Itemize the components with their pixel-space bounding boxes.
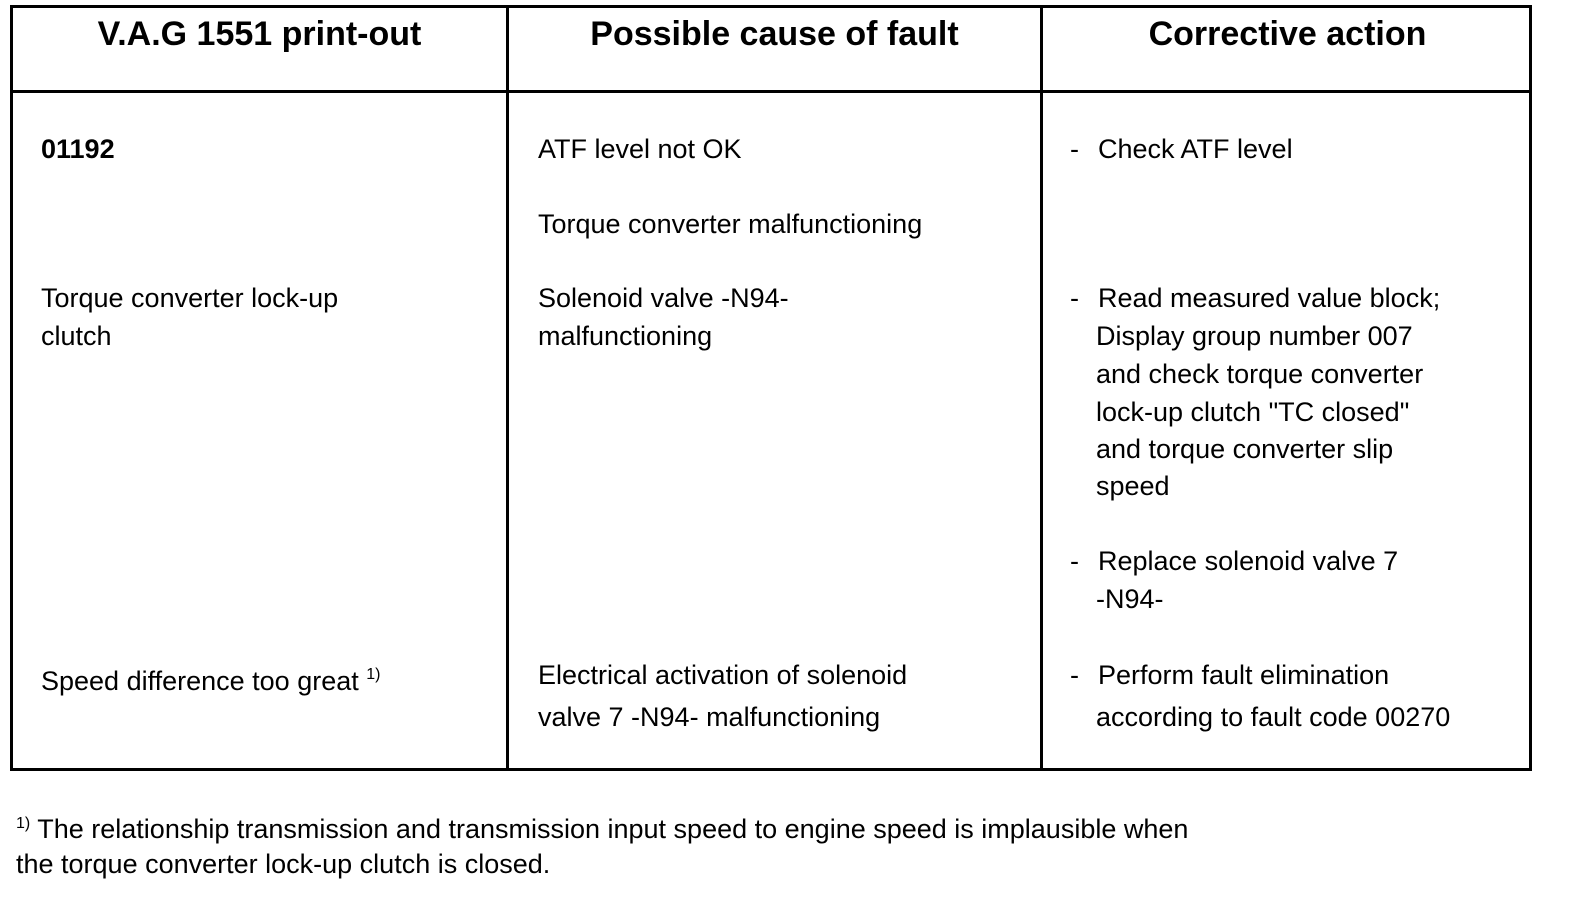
action-read-line6: speed [1096, 471, 1170, 501]
footnote [16, 812, 1188, 882]
action-read-line3: and check torque converter [1096, 359, 1424, 389]
header-printout: V.A.G 1551 print-out [97, 15, 422, 53]
action-read-line5: and torque converter slip [1096, 434, 1394, 464]
footnote-marker: 1) [16, 815, 31, 832]
printout-speed-difference [41, 662, 381, 700]
footnote-ref: 1) [366, 666, 381, 683]
header-divider [13, 90, 1529, 93]
action-read-line4: lock-up clutch "TC closed" [1096, 397, 1410, 427]
printout-lockup-line1: Torque converter lock-up [41, 283, 339, 313]
cause-electrical-line2: valve 7 -N94- malfunctioning [538, 702, 881, 732]
bullet-dash: - [1070, 546, 1079, 576]
header-corrective-action: Corrective action [1148, 15, 1427, 53]
printout-speed-text: Speed difference too great [41, 666, 359, 696]
column-divider-1 [506, 8, 509, 768]
bullet-dash: - [1070, 134, 1079, 164]
footnote-text-line1: The relationship transmission and transmission input speed to engine speed is implausible when [37, 814, 1189, 844]
cause-torque-converter: Torque converter malfunctioning [538, 209, 923, 239]
cause-solenoid-line1: Solenoid valve -N94- [538, 283, 789, 313]
action-replace-line1: Replace solenoid valve 7 [1098, 546, 1399, 576]
footnote-line2: the torque converter lock-up clutch is closed. [16, 849, 551, 879]
bullet-dash: - [1070, 660, 1079, 690]
action-check-atf: Check ATF level [1098, 134, 1293, 164]
fault-table [10, 5, 1532, 771]
bullet-dash: - [1070, 283, 1079, 313]
fault-code: 01192 [41, 134, 115, 164]
footnote-line1 [16, 812, 1188, 847]
action-replace-line2: -N94- [1096, 584, 1164, 614]
action-perform-line1: Perform fault elimination [1098, 660, 1390, 690]
action-read-line2: Display group number 007 [1096, 321, 1413, 351]
printout-lockup-line2: clutch [41, 321, 112, 351]
cause-solenoid-line2: malfunctioning [538, 321, 713, 351]
header-possible-cause: Possible cause of fault [590, 15, 959, 53]
action-read-line1: Read measured value block; [1098, 283, 1441, 313]
cause-atf-level: ATF level not OK [538, 134, 742, 164]
action-perform-line2: according to fault code 00270 [1096, 702, 1451, 732]
column-divider-2 [1040, 8, 1043, 768]
cause-electrical-line1: Electrical activation of solenoid [538, 660, 908, 690]
